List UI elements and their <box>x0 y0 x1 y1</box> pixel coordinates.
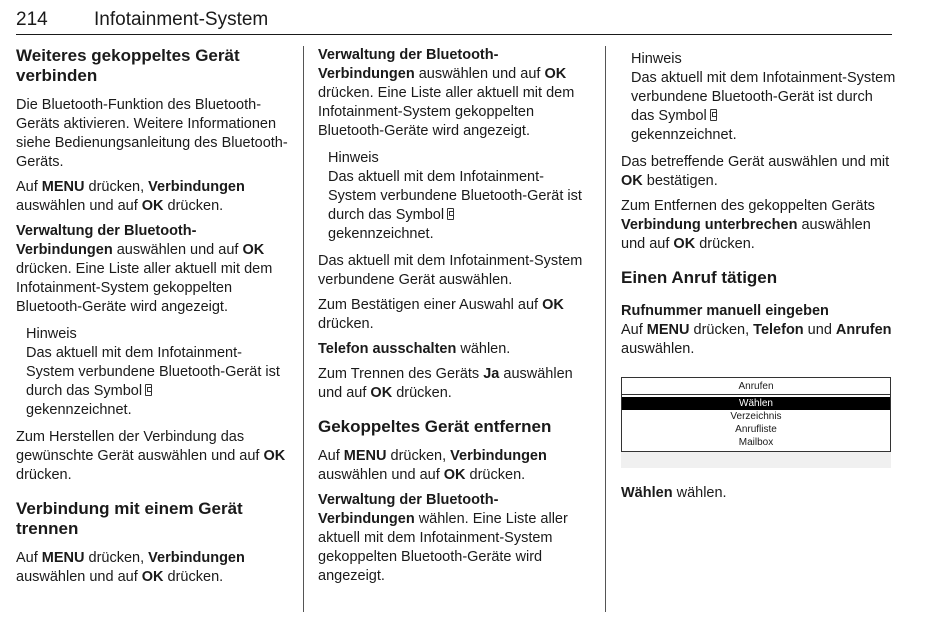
paragraph: Verwaltung der Bluetooth-Verbindungen auswählen und auf OK drücken. Eine Liste aller aktuell mit dem Infotainment-System gekoppelten Bluetooth-Geräte wird angezeigt. <box>318 47 575 139</box>
phone-icon <box>145 384 152 396</box>
paragraph: Auf MENU drücken, Verbindungen auswählen und auf OK drücken. <box>16 179 245 214</box>
note-box <box>328 149 592 244</box>
page-number: 214 <box>16 9 48 30</box>
column-divider <box>605 46 606 612</box>
screen-menu-item[interactable]: Verzeichnis <box>730 411 782 422</box>
phone-icon <box>447 208 454 220</box>
paragraph: Zum Trennen des Geräts Ja auswählen und auf OK drücken. <box>318 366 573 401</box>
column-divider <box>303 46 304 612</box>
paragraph: Telefon ausschalten wählen. <box>318 341 511 357</box>
paragraph: Wählen wählen. <box>621 485 727 501</box>
note-box <box>26 325 290 420</box>
paragraph: Auf MENU drücken, Verbindungen auswählen und auf OK drücken. <box>318 448 547 483</box>
note-box <box>631 50 896 145</box>
paragraph: Zum Entfernen des gekoppelten Geräts Verbindung unterbrechen auswählen und auf OK drücken. <box>621 198 875 252</box>
page-header <box>16 8 892 35</box>
screen-title: Anrufen <box>622 380 890 395</box>
column-3 <box>621 46 896 509</box>
note-label: Hinweis <box>631 51 682 67</box>
paragraph: Auf MENU drücken, Telefon und Anrufen auswählen. <box>621 322 892 357</box>
column-2 <box>318 46 592 592</box>
paragraph: Verwaltung der Bluetooth-Verbindungen wählen. Eine Liste aller aktuell mit dem Infotainment-System gekoppelten Bluetooth-Geräte wird angezeigt. <box>318 492 568 584</box>
paragraph: Das aktuell mit dem Infotainment-System verbundene Gerät auswählen. <box>318 253 583 288</box>
section-heading: Weiteres gekoppeltes Gerät verbinden <box>16 46 240 85</box>
note-text: Das aktuell mit dem Infotainment-System verbundene Bluetooth-Gerät ist durch das Symbol gekennzeichnet. <box>631 70 896 143</box>
chapter-title: Infotainment-System <box>94 9 269 30</box>
subheading: Rufnummer manuell eingeben <box>621 303 829 319</box>
paragraph: Zum Bestätigen einer Auswahl auf OK drücken. <box>318 297 564 332</box>
note-text: Das aktuell mit dem Infotainment-System verbundene Bluetooth-Gerät ist durch das Symbol gekennzeichnet. <box>26 345 280 418</box>
phone-icon <box>710 109 717 121</box>
column-1 <box>16 46 290 593</box>
paragraph: Zum Herstellen der Verbindung das gewünschte Gerät auswählen und auf OK drücken. <box>16 429 286 483</box>
screen-menu-item-selected[interactable]: Wählen <box>622 397 890 410</box>
note-label: Hinweis <box>328 150 379 166</box>
paragraph: Das betreffende Gerät auswählen und mit OK bestätigen. <box>621 154 890 189</box>
section-heading: Gekoppeltes Gerät entfernen <box>318 417 552 436</box>
note-text: Das aktuell mit dem Infotainment-System verbundene Bluetooth-Gerät ist durch das Symbol gekennzeichnet. <box>328 169 582 242</box>
note-label: Hinweis <box>26 326 77 342</box>
paragraph: Die Bluetooth-Funktion des Bluetooth-Geräts aktivieren. Weitere Informationen siehe Bedienungsanleitung des Bluetooth-Geräts. <box>16 97 288 170</box>
screen-shadow <box>621 452 891 468</box>
section-heading: Einen Anruf tätigen <box>621 268 778 287</box>
section-heading: Verbindung mit einem Gerät trennen <box>16 499 243 538</box>
display-screen <box>621 377 891 452</box>
paragraph: Auf MENU drücken, Verbindungen auswählen und auf OK drücken. <box>16 550 245 585</box>
screen-menu-item[interactable]: Anrufliste <box>735 424 777 435</box>
paragraph: Verwaltung der Bluetooth-Verbindungen auswählen und auf OK drücken. Eine Liste aller aktuell mit dem Infotainment-System gekoppelten Bluetooth-Geräte wird angezeigt. <box>16 223 273 315</box>
screen-menu-item[interactable]: Mailbox <box>738 437 774 448</box>
